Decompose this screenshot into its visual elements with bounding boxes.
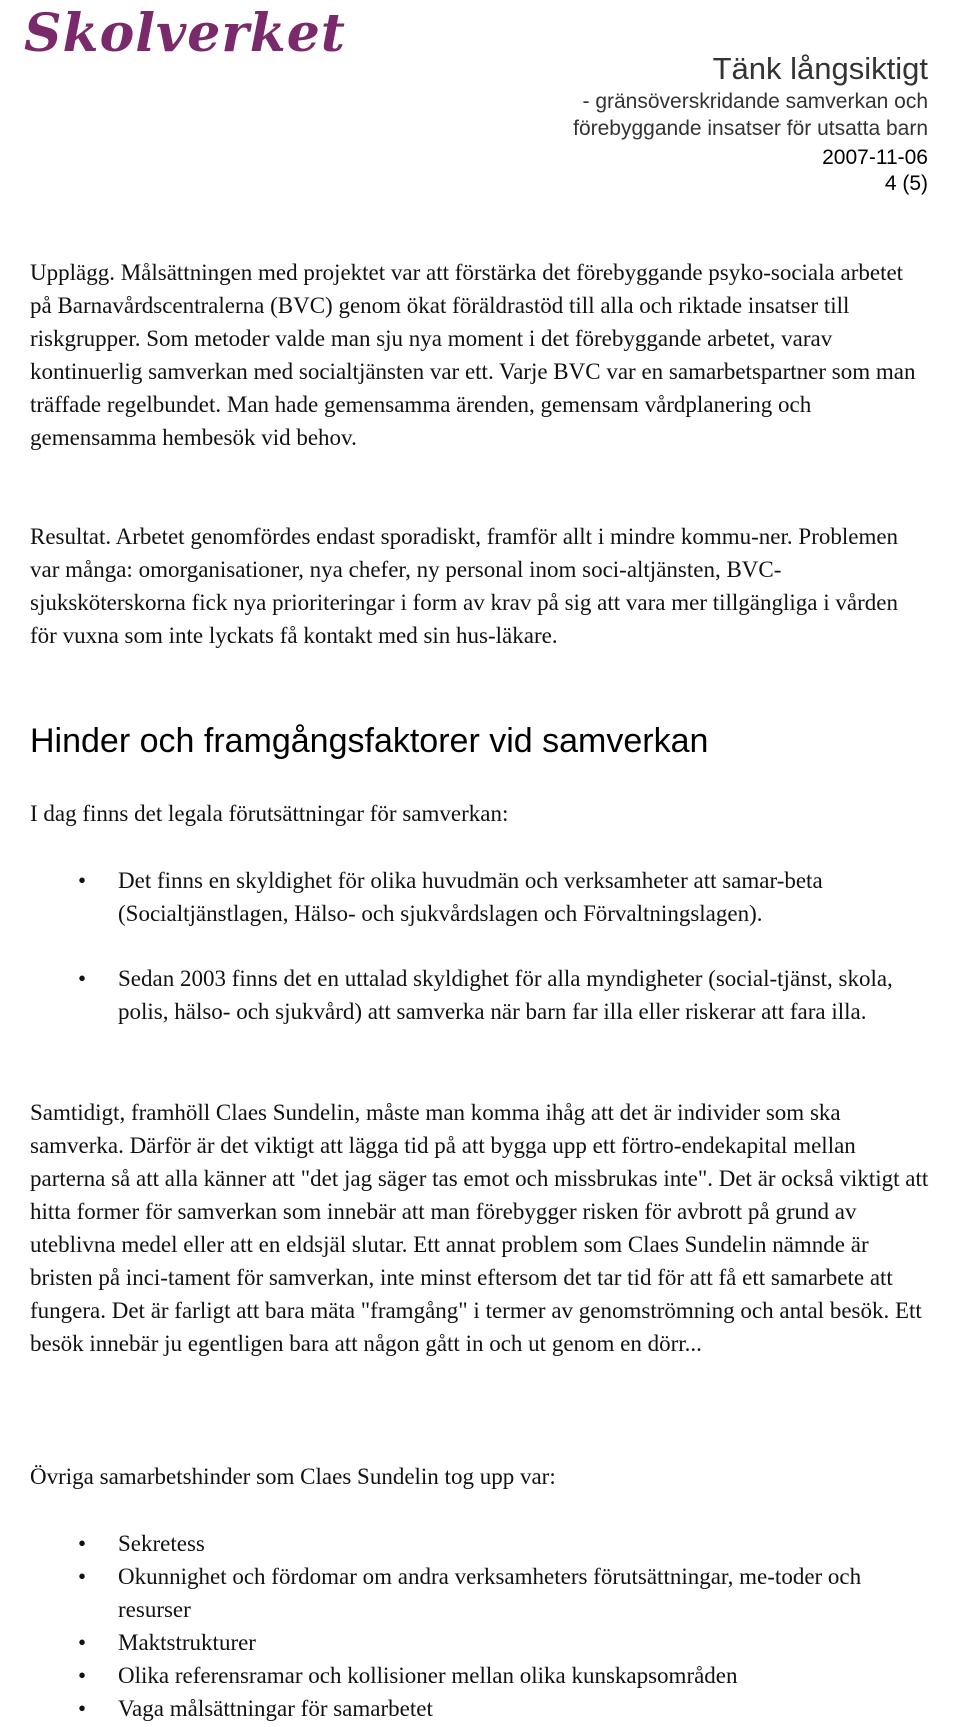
- list-item: [30, 1659, 930, 1692]
- skolverket-logo: Skolverket: [24, 3, 346, 64]
- document-date: 2007-11-06: [822, 146, 928, 169]
- list-item: [30, 1560, 930, 1626]
- list-item-text: Sekretess: [118, 1531, 205, 1556]
- paragraph-samtidigt: [30, 1096, 930, 1360]
- list-item-text: Vaga målsättningar för samarbetet: [118, 1696, 433, 1721]
- list-item-text: Sedan 2003 finns det en uttalad skyldighet för alla myndigheter (social-tjänst, skola, polis, hälso- och sjukvård) att samverka när barn far illa eller riskerar att fara illa.: [118, 966, 893, 1024]
- paragraph-resultat-text: Resultat. Arbetet genomfördes endast sporadiskt, framför allt i mindre kommu-ner. Problemen var många: omorganisationer, nya chefer, ny personal inom soci-altjänsten, BVC-sjuksköterskorna fick nya prioriteringar i form av krav på sig att vara mer tillgängliga i vården för vuxna som inte lyckats få kontakt med sin hus-läkare.: [30, 524, 899, 648]
- legal-intro-text: I dag finns det legala förutsättningar för samverkan:: [30, 801, 509, 826]
- document-title: Tänk långsiktigt: [712, 51, 928, 86]
- bullet-icon: •: [77, 1663, 87, 1688]
- ovriga-intro-text: Övriga samarbetshinder som Claes Sundelin tog upp var:: [30, 1464, 556, 1489]
- ovriga-intro: [30, 1460, 930, 1493]
- list-item: [30, 1626, 930, 1659]
- bullet-icon: •: [77, 1564, 87, 1589]
- bullet-icon: •: [77, 1531, 87, 1556]
- legal-bullet-list-2: [30, 962, 930, 1028]
- list-item: [30, 962, 930, 1028]
- legal-bullet-list: [30, 864, 930, 930]
- paragraph-upplagg: [30, 256, 930, 454]
- bullet-icon: •: [77, 1696, 87, 1721]
- document-subtitle-line-2: förebyggande insatser för utsatta barn: [573, 117, 928, 140]
- legal-intro: [30, 797, 930, 830]
- list-item: [30, 864, 930, 930]
- document-subtitle-line-1: - gränsöverskridande samverkan och: [582, 90, 928, 113]
- paragraph-resultat: [30, 520, 930, 652]
- paragraph-upplagg-text: Upplägg. Målsättningen med projektet var att förstärka det förebyggande psyko-sociala arbetet på Barnavårdscentralerna (BVC) genom ökat föräldrastöd till alla och riktade insatser till riskgrupper. Som metoder valde man sju nya moment i det förebyggande arbetet, varav kontinuerlig samverkan med socialtjänsten var ett. Varje BVC var en samarbetspartner som man träffade regelbundet. Man hade gemensamma ärenden, gemensam vårdplanering och gemensamma hembesök vid behov.: [30, 260, 916, 450]
- list-item-text: Det finns en skyldighet för olika huvudmän och verksamheter att samar-beta (Socialtjänstlagen, Hälso- och sjukvårdslagen och Förvaltningslagen).: [118, 868, 823, 926]
- page-number: 4 (5): [884, 172, 928, 195]
- list-item-text: Okunnighet och fördomar om andra verksamheters förutsättningar, me-toder och resurser: [118, 1564, 862, 1622]
- document-header: [573, 50, 928, 197]
- section-heading: Hinder och framgångsfaktorer vid samverkan: [30, 722, 709, 760]
- list-item-text: Maktstrukturer: [118, 1630, 256, 1655]
- bullet-icon: •: [77, 868, 87, 893]
- ovriga-bullet-list: [30, 1527, 930, 1725]
- list-item: [30, 1692, 930, 1725]
- bullet-icon: •: [77, 966, 87, 991]
- paragraph-samtidigt-text: Samtidigt, framhöll Claes Sundelin, måste man komma ihåg att det är individer som ska samverka. Därför är det viktigt att lägga tid på att bygga upp ett förtro-endekapital mellan parterna så att alla känner att "det jag säger tas emot och missbrukas inte". Det är också viktigt att hitta former för samverkan som innebär att man förebygger risken för avbrott på grund av uteblivna medel eller att en eldsjäl slutar. Ett annat problem som Claes Sundelin nämnde är bristen på inci-tament för samverkan, inte minst eftersom det tar tid för att få ett samarbete att fungera. Det är farligt att bara mäta "framgång" i termer av genomströmning och antal besök. Ett besök innebär ju egentligen bara att någon gått in och ut genom en dörr...: [30, 1100, 929, 1356]
- list-item: [30, 1527, 930, 1560]
- list-item-text: Olika referensramar och kollisioner mellan olika kunskapsområden: [118, 1663, 738, 1688]
- bullet-icon: •: [77, 1630, 87, 1655]
